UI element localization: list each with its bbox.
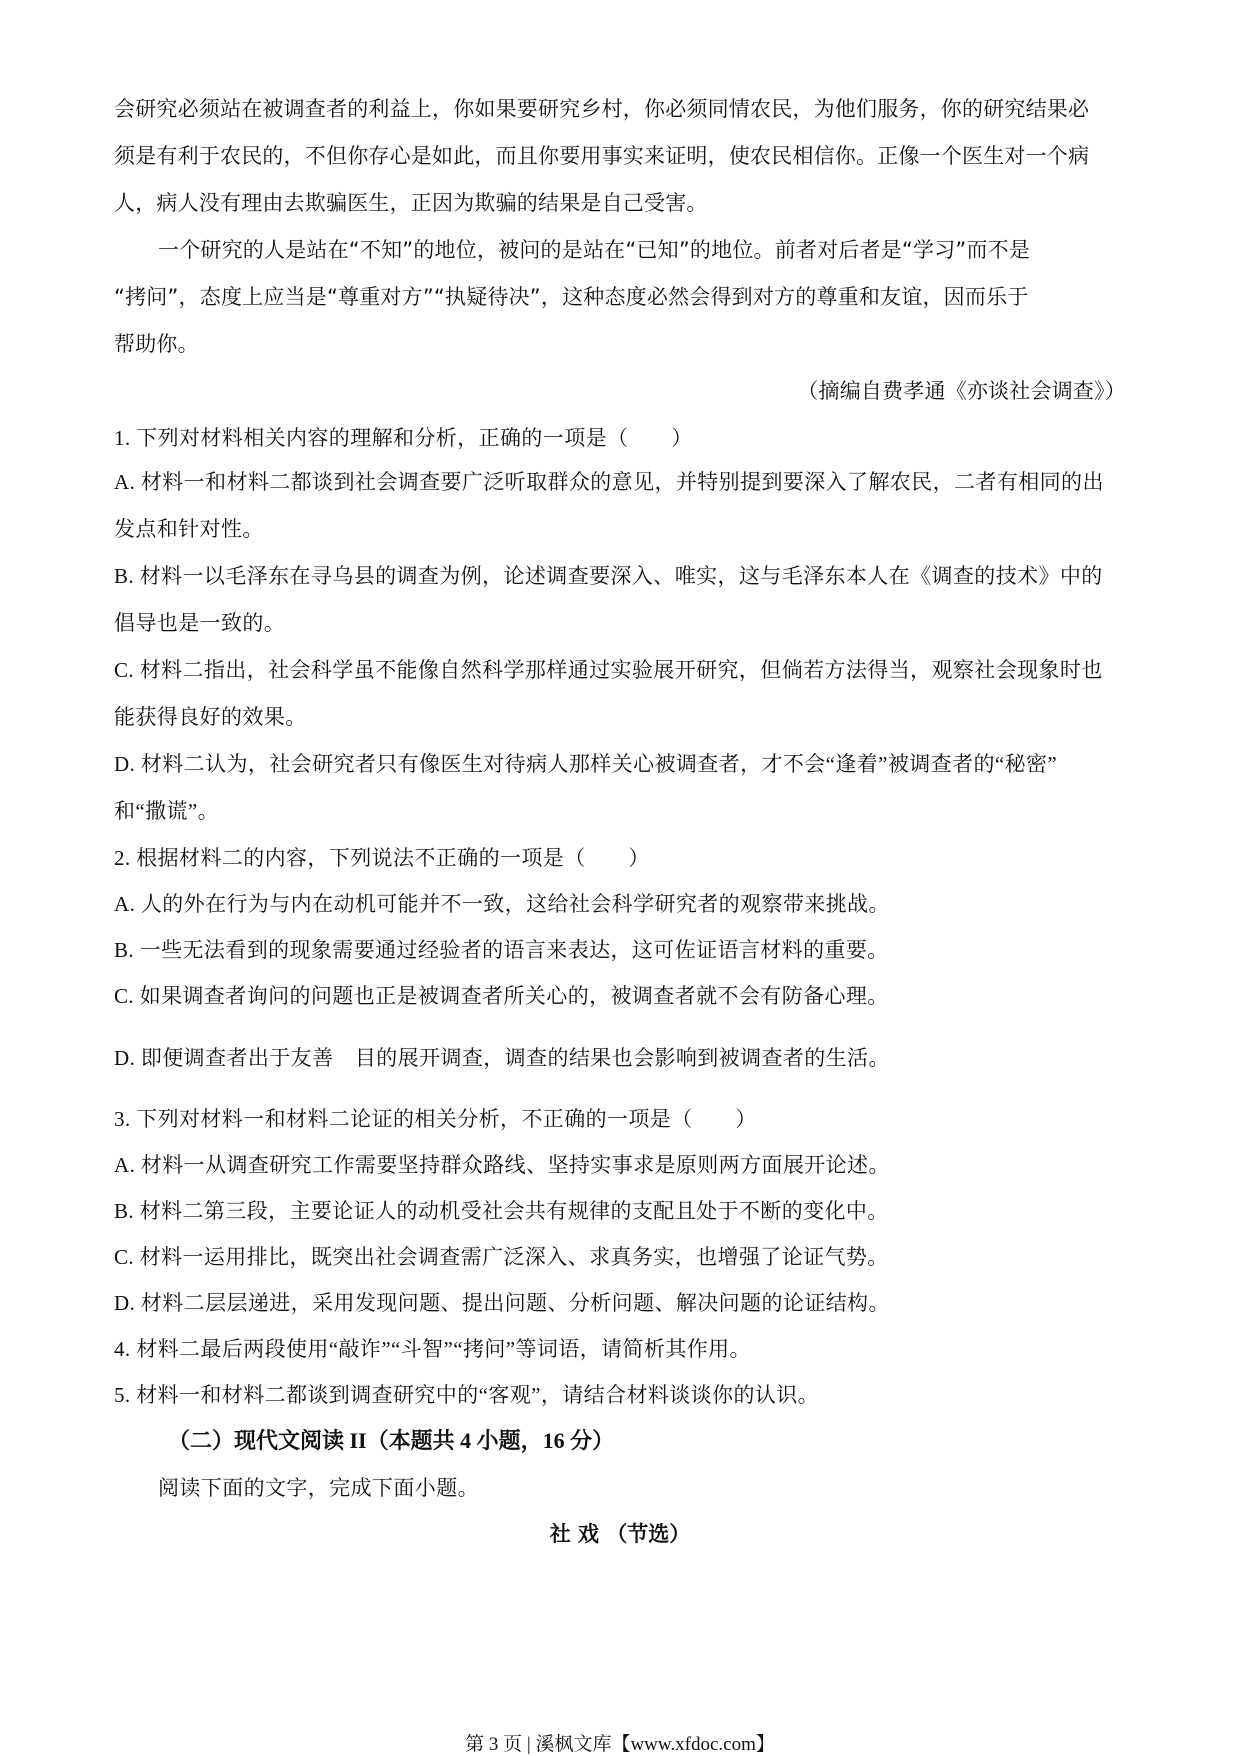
question-1-option-a: A. 材料一和材料二都谈到社会调查要广泛听取群众的意见，并特别提到要深入了解农民，二者有相同的出 [114, 470, 1104, 494]
passage-line: 帮助你。 [114, 332, 199, 356]
passage-line: “拷问”，态度上应当是“尊重对方”“执疑待决”，这种态度必然会得到对方的尊重和友谊，因而乐于 [114, 285, 1029, 309]
question-3-option-d: D. 材料二层层递进，采用发现问题、提出问题、分析问题、解决问题的论证结构。 [114, 1291, 890, 1315]
section-article-title: 社 戏 （节选） [549, 1522, 691, 1546]
passage-line: 须是有利于农民的，不但你存心是如此，而且你要用事实来证明，使农民相信你。正像一个医生对一个病 [114, 144, 1090, 168]
passage-line: 一个研究的人是站在“不知”的地位，被问的是站在“已知”的地位。前者对后者是“学习”而不是 [158, 238, 1031, 262]
passage-line: 人，病人没有理由去欺骗医生，正因为欺骗的结果是自己受害。 [114, 191, 708, 215]
question-1-stem: 1. 下列对材料相关内容的理解和分析，正确的一项是（ ） [114, 426, 693, 450]
question-3-option-c: C. 材料一运用排比，既突出社会调查需广泛深入、求真务实，也增强了论证气势。 [114, 1245, 889, 1269]
question-1-option-a-cont: 发点和针对性。 [114, 517, 264, 541]
question-4: 4. 材料二最后两段使用“敲诈”“斗智”“拷问”等词语，请简析其作用。 [114, 1337, 751, 1361]
question-3-option-b: B. 材料二第三段，主要论证人的动机受社会共有规律的支配且处于不断的变化中。 [114, 1199, 889, 1223]
question-2-option-a: A. 人的外在行为与内在动机可能并不一致，这给社会科学研究者的观察带来挑战。 [114, 892, 890, 916]
page-footer: 第 3 页 | 溪枫文库【www.xfdoc.com】 [465, 1734, 775, 1755]
question-5: 5. 材料一和材料二都谈到调查研究中的“客观”，请结合材料谈谈你的认识。 [114, 1383, 820, 1407]
question-1-option-b: B. 材料一以毛泽东在寻乌县的调查为例，论述调查要深入、唯实，这与毛泽东本人在《调查的技术》中的 [114, 564, 1103, 588]
question-1-option-d: D. 材料二认为，社会研究者只有像医生对待病人那样关心被调查者，才不会“逢着”被调查者的“秘密” [114, 752, 1058, 776]
question-1-option-c-cont: 能获得良好的效果。 [114, 705, 307, 729]
passage-source: （摘编自费孝通《亦谈社会调查》） [797, 379, 1126, 403]
section-heading: （二）现代文阅读 II（本题共 4 小题，16 分） [168, 1428, 615, 1453]
question-2-option-d: D. 即便调查者出于友善 目的展开调查，调查的结果也会影响到被调查者的生活。 [114, 1046, 890, 1070]
question-1-option-c: C. 材料二指出，社会科学虽不能像自然科学那样通过实验展开研究，但倘若方法得当，观察社会现象时也 [114, 658, 1103, 682]
question-2-stem: 2. 根据材料二的内容，下列说法不正确的一项是（ ） [114, 846, 650, 870]
question-2-option-b: B. 一些无法看到的现象需要通过经验者的语言来表达，这可佐证语言材料的重要。 [114, 938, 889, 962]
question-1-option-b-cont: 倡导也是一致的。 [114, 611, 286, 635]
question-3-stem: 3. 下列对材料一和材料二论证的相关分析，不正确的一项是（ ） [114, 1107, 757, 1131]
question-2-option-c: C. 如果调查者询问的问题也正是被调查者所关心的，被调查者就不会有防备心理。 [114, 984, 889, 1008]
passage-line: 会研究必须站在被调查者的利益上，你如果要研究乡村，你必须同情农民，为他们服务，你的研究结果必 [114, 97, 1090, 121]
question-3-option-a: A. 材料一从调查研究工作需要坚持群众路线、坚持实事求是原则两方面展开论述。 [114, 1153, 890, 1177]
section-instruction: 阅读下面的文字，完成下面小题。 [158, 1476, 479, 1500]
question-1-option-d-cont: 和“撒谎”。 [114, 799, 220, 823]
